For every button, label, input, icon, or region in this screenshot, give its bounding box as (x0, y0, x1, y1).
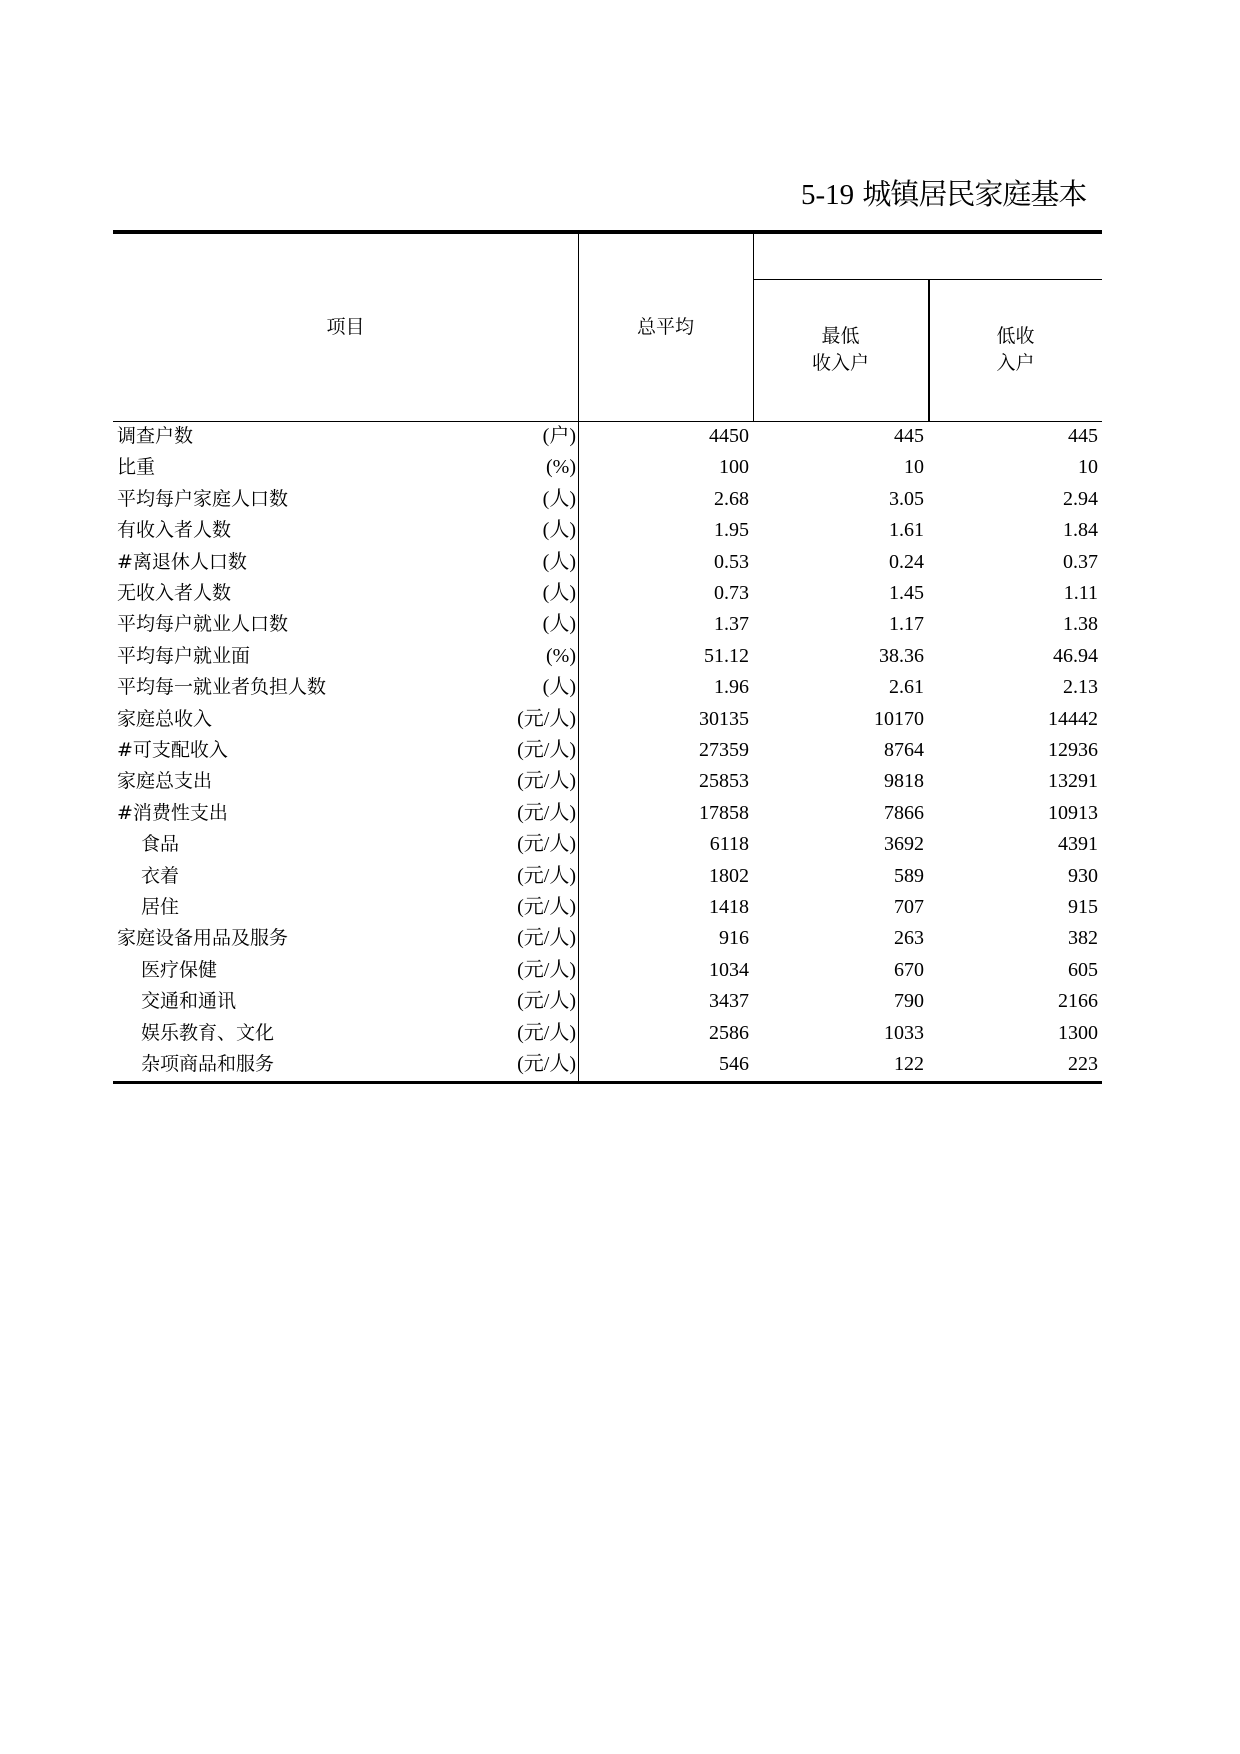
table-row (113, 735, 1102, 766)
table-row (113, 672, 1102, 703)
cell-value: 1.95 (714, 519, 749, 542)
table-row (113, 609, 1102, 640)
row-unit: (%) (546, 644, 576, 667)
cell-value: 46.94 (1053, 644, 1098, 667)
cell-value: 263 (894, 927, 924, 950)
table-row (113, 704, 1102, 735)
cell-value: 1.37 (714, 613, 749, 636)
row-label: 平均每户就业人口数 (117, 613, 289, 636)
row-label: 杂项商品和服务 (141, 1053, 275, 1075)
cell-value: 2586 (709, 1021, 749, 1044)
table-row (113, 484, 1102, 515)
cell-value: 0.53 (714, 550, 749, 573)
row-unit: (元/人) (517, 1053, 576, 1075)
cell-value: 0.37 (1063, 550, 1098, 573)
cell-value: 3.05 (889, 487, 924, 510)
table-row (113, 986, 1102, 1017)
cell-value: 51.12 (704, 644, 749, 667)
row-label: 家庭设备用品及服务 (117, 927, 289, 950)
cell-value: 1.45 (889, 582, 924, 604)
row-label: 平均每户家庭人口数 (117, 487, 289, 510)
row-unit: (元/人) (517, 1021, 576, 1044)
row-label: 平均每一就业者负担人数 (117, 676, 327, 699)
cell-value: 1802 (709, 864, 749, 887)
top-border (113, 230, 1102, 234)
row-unit: (人) (542, 613, 576, 636)
row-unit: (元/人) (517, 864, 576, 887)
cell-value: 605 (1068, 958, 1098, 981)
table-row (113, 547, 1102, 578)
row-label: 食品 (141, 833, 180, 856)
cell-value: 0.24 (889, 550, 924, 573)
table-row (113, 766, 1102, 797)
cell-value: 122 (894, 1053, 924, 1075)
cell-value: 1034 (709, 958, 749, 981)
cell-value: 1300 (1058, 1021, 1098, 1044)
table-row (113, 1018, 1102, 1049)
cell-value: 223 (1068, 1053, 1098, 1075)
cell-value: 2.94 (1063, 487, 1098, 510)
table-row (113, 578, 1102, 609)
row-unit: (人) (542, 582, 576, 604)
table-row (113, 798, 1102, 829)
cell-value: 12936 (1048, 739, 1098, 761)
row-unit: (元/人) (517, 990, 576, 1013)
cell-value: 7866 (884, 801, 924, 824)
cell-value: 4450 (709, 425, 749, 447)
table-row (113, 641, 1102, 672)
cell-value: 445 (894, 425, 924, 447)
cell-value: 10913 (1048, 801, 1098, 824)
row-unit: (人) (542, 519, 576, 542)
table-row (113, 515, 1102, 546)
cell-value: 790 (894, 990, 924, 1013)
cell-value: 27359 (699, 739, 749, 761)
cell-value: 8764 (884, 739, 924, 761)
row-label: 居住 (141, 896, 180, 918)
row-label: 无收入者人数 (117, 582, 232, 604)
header-item: 项目 (326, 316, 365, 338)
row-unit: (元/人) (517, 739, 576, 761)
row-unit: (元/人) (517, 833, 576, 856)
row-label: 家庭总收入 (117, 707, 213, 730)
cell-value: 382 (1068, 927, 1098, 950)
header-low-line1: 低收 (996, 325, 1035, 347)
table-row (113, 452, 1102, 483)
row-unit: (人) (542, 487, 576, 510)
cell-value: 3692 (884, 833, 924, 856)
table-title (801, 172, 1086, 213)
row-label: #离退休人口数 (117, 550, 247, 573)
row-label: 医疗保健 (141, 958, 218, 981)
row-label: 平均每户就业面 (117, 644, 251, 667)
cell-value: 1.61 (889, 519, 924, 542)
table-row (113, 892, 1102, 923)
row-unit: (元/人) (517, 707, 576, 730)
cell-value: 1033 (884, 1021, 924, 1044)
cell-value: 10170 (874, 707, 924, 730)
row-unit: (人) (542, 676, 576, 699)
cell-value: 1418 (709, 896, 749, 918)
row-label: #可支配收入 (117, 739, 228, 761)
table-row (113, 923, 1102, 954)
row-label: 交通和通讯 (141, 990, 237, 1013)
cell-value: 2.68 (714, 487, 749, 510)
cell-value: 1.96 (714, 676, 749, 699)
header-total-average: 总平均 (636, 316, 694, 338)
row-unit: (元/人) (517, 770, 576, 793)
cell-value: 17858 (699, 801, 749, 824)
row-unit: (%) (546, 456, 576, 479)
row-label: 比重 (117, 456, 156, 479)
cell-value: 10 (904, 456, 924, 479)
cell-value: 6118 (709, 833, 749, 856)
row-unit: (人) (542, 550, 576, 573)
row-label: 家庭总支出 (117, 770, 213, 793)
row-label: 衣着 (141, 864, 180, 887)
header-lowest-line2: 收入户 (811, 352, 869, 374)
cell-value: 1.38 (1063, 613, 1098, 636)
cell-value: 707 (894, 896, 924, 918)
cell-value: 1.17 (889, 613, 924, 636)
header-lowest-income (753, 323, 928, 377)
table-row (113, 829, 1102, 860)
cell-value: 915 (1068, 896, 1098, 918)
cell-value: 0.73 (714, 582, 749, 604)
cell-value: 25853 (699, 770, 749, 793)
cell-value: 10 (1078, 456, 1098, 479)
table-title-text: 城镇居民家庭基本 (862, 177, 1087, 211)
row-unit: (元/人) (517, 801, 576, 824)
cell-value: 100 (719, 456, 749, 479)
cell-value: 1.84 (1063, 519, 1098, 542)
cell-value: 1.11 (1063, 582, 1098, 604)
cell-value: 4391 (1058, 833, 1098, 856)
row-label: 有收入者人数 (117, 519, 232, 542)
header-low-income (928, 323, 1102, 377)
header-lowest-line1: 最低 (821, 325, 860, 347)
cell-value: 14442 (1048, 707, 1098, 730)
table-row (113, 955, 1102, 986)
cell-value: 30135 (699, 707, 749, 730)
cell-value: 38.36 (879, 644, 924, 667)
row-unit: (户) (542, 425, 576, 447)
cell-value: 916 (719, 927, 749, 950)
table-row (113, 1049, 1102, 1080)
cell-value: 445 (1068, 425, 1098, 447)
bottom-border (113, 1081, 1102, 1084)
cell-value: 546 (719, 1053, 749, 1075)
row-label: #消费性支出 (117, 801, 228, 824)
cell-value: 2.61 (889, 676, 924, 699)
cell-value: 9818 (884, 770, 924, 793)
cell-value: 13291 (1048, 770, 1098, 793)
header-low-line2: 入户 (996, 352, 1035, 374)
cell-value: 930 (1068, 864, 1098, 887)
table-number: 5-19 (801, 179, 855, 211)
cell-value: 3437 (709, 990, 749, 1013)
cell-value: 589 (894, 864, 924, 887)
cell-value: 2.13 (1063, 676, 1098, 699)
row-unit: (元/人) (517, 896, 576, 918)
row-label: 娱乐教育、文化 (141, 1021, 275, 1044)
row-unit: (元/人) (517, 958, 576, 981)
cell-value: 2166 (1058, 990, 1098, 1013)
row-unit: (元/人) (517, 927, 576, 950)
cell-value: 670 (894, 958, 924, 981)
row-label: 调查户数 (117, 425, 194, 447)
table-row (113, 421, 1102, 452)
table-row (113, 861, 1102, 892)
